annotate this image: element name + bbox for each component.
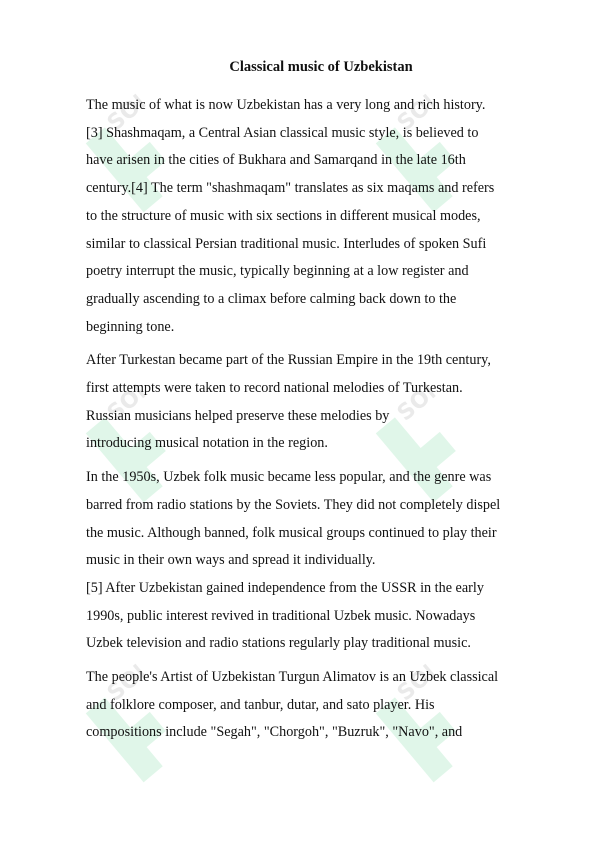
text-line: [5] After Uzbekistan gained independence from the USSR in the early [86, 579, 484, 596]
text-line: 1990s, public interest revived in traditional Uzbek music. Nowadays [86, 607, 476, 624]
text-line: After Turkestan became part of the Russian Empire in the 19th century, [86, 352, 491, 369]
text-line: similar to classical Persian traditional music. Interludes of spoken Sufi [86, 235, 487, 252]
text-line: Uzbek television and radio stations regularly play traditional music. [86, 635, 471, 652]
text-line: to the structure of music with six sections in different musical modes, [86, 207, 481, 224]
document-title: Classical music of Uzbekistan [229, 59, 413, 75]
svg-text:SOFF: SOFF [102, 83, 169, 137]
svg-text:SOFF: SOFF [392, 373, 459, 427]
text-line: music in their own ways and spread it individually. [86, 552, 376, 569]
text-line: poetry interrupt the music, typically beginning at a low register and [86, 263, 469, 280]
text-line: have arisen in the cities of Bukhara and Samarqand in the late 16th [86, 152, 466, 169]
text-line: The music of what is now Uzbekistan has a very long and rich history. [86, 97, 486, 113]
paragraph-4 [86, 664, 556, 747]
text-line: the music. Although banned, folk musical groups continued to play their [86, 524, 497, 541]
text-line: The people's Artist of Uzbekistan Turgun Alimatov is an Uzbek classical [86, 669, 499, 686]
text-line: In the 1950s, Uzbek folk music became less popular, and the genre was [86, 469, 492, 486]
text-line: gradually ascending to a climax before calming back down to the [86, 290, 457, 307]
text-line: century.[4] The term "shashmaqam" translates as six maqams and refers [86, 180, 495, 197]
text-line: compositions include "Segah", "Chorgoh", "Buzruk", "Navo", and [86, 724, 463, 741]
text-line: barred from radio stations by the Soviets. They did not completely dispel [86, 496, 501, 513]
text-line: first attempts were taken to record national melodies of Turkestan. [86, 380, 463, 397]
text-line: introducing musical notation in the region. [86, 435, 328, 452]
paragraph-2 [86, 347, 556, 458]
text-line: Russian musicians helped preserve these melodies by [86, 407, 390, 424]
document-body [86, 56, 556, 747]
svg-text:SOFF: SOFF [392, 83, 459, 137]
svg-text:SOFF: SOFF [102, 653, 169, 707]
text-line: beginning tone. [86, 318, 175, 335]
text-line: and folklore composer, and tanbur, dutar, and sato player. His [86, 696, 435, 713]
svg-text:SOFF: SOFF [102, 373, 169, 427]
svg-text:SOFF: SOFF [392, 653, 459, 707]
text-line: [3] Shashmaqam, a Central Asian classical music style, is believed to [86, 124, 479, 141]
paragraph-3 [86, 464, 556, 658]
paragraph-1 [86, 92, 556, 341]
